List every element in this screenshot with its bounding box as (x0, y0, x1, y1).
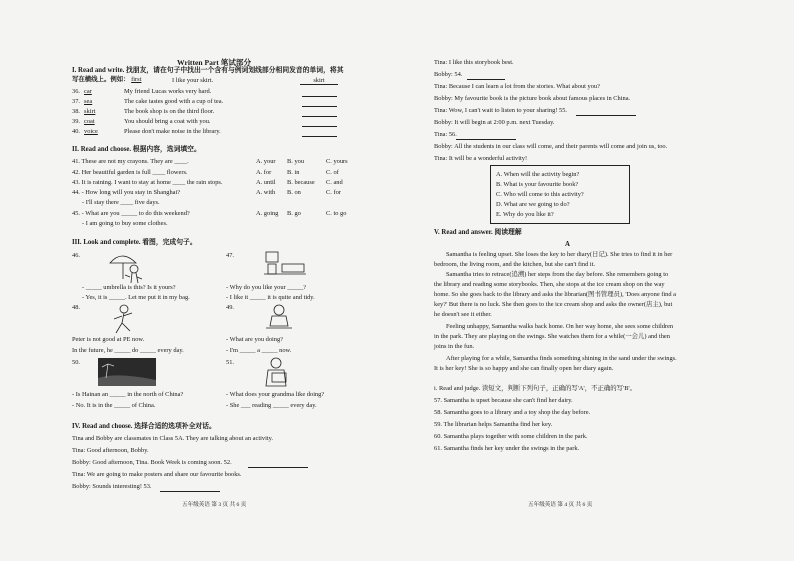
example-answer: skirt (300, 78, 338, 85)
q51-line-b: - She ___ reading _____ every day. (226, 402, 317, 409)
options-box (490, 165, 630, 224)
q55-answer-blank[interactable] (576, 115, 636, 116)
q43-option-a[interactable]: A. until (256, 179, 276, 186)
q47-line-b: - I like it _____ it is quite and tidy. (226, 294, 315, 301)
q38-word: skirt (84, 108, 96, 115)
q51-number: 51. (226, 359, 234, 366)
q49-number: 49. (226, 304, 234, 311)
option-e[interactable]: E. Why do you like it? (496, 211, 554, 218)
q50-number: 50. (72, 359, 80, 366)
q37-sentence: The cake tastes good with a cup of tea. (124, 98, 224, 105)
q53-answer-blank[interactable] (160, 491, 220, 492)
q40-sentence: Please don't make noise in the library. (124, 128, 221, 135)
passage-line: Samantha is feeling upset. She loses the key to her diary(日记). She tries to find it in her (446, 251, 673, 258)
option-d[interactable]: D. What are we going to do? (496, 201, 570, 208)
q38-answer-blank[interactable] (302, 116, 337, 117)
q45-option-b[interactable]: B. go (287, 210, 301, 217)
beach-night-picture (98, 358, 156, 386)
dialogue-intro: Tina and Bobby are classmates in Class 5A. They are talking about an activity. (72, 435, 274, 442)
example-label: 写在横线上。例如： (72, 76, 130, 83)
section-2-heading: II. Read and choose. 根据内容，选词填空。 (72, 146, 201, 153)
example-sentence: I like your skirt. (172, 77, 214, 84)
option-b[interactable]: B. What is your favourite book? (496, 181, 579, 188)
judge-item: 60. Samantha plays together with some children in the park. (434, 433, 588, 440)
q42-option-c[interactable]: C. of (326, 169, 339, 176)
q48-line-a: Peter is not good at PE now. (72, 336, 145, 343)
page-title: Written Part 笔试部分 (177, 58, 252, 67)
judge-item: 61. Samantha finds her key under the swings in the park. (434, 445, 580, 452)
bedroom-picture (262, 248, 308, 280)
section-5-heading: V. Read and answer. 阅读理解 (434, 229, 522, 236)
passage-label: A (565, 241, 570, 248)
example-word: first (131, 76, 142, 83)
q49-line-a: - What are you doing? (226, 336, 284, 343)
q46-line-b: - Yes, it is _____. Let me put it in my bag. (82, 294, 190, 301)
dialogue-line: Bobby: 54. (434, 71, 463, 78)
q45-text: 45. - What are you _____ to do this weekend? (72, 210, 190, 217)
passage-line: key?' But there is no luck. She then goes to the ice cream shop and asks the owner(店主), but (434, 301, 673, 308)
judge-item: 58. Samantha goes to a library and a toy shop the day before. (434, 409, 591, 416)
q39-number: 39. (72, 118, 80, 125)
q43-text: 43. It is raining. I want to stay at home ____ the rain stops. (72, 179, 223, 186)
option-a[interactable]: A. When will the activity begin? (496, 171, 580, 178)
q45-option-c[interactable]: C. to go (326, 210, 347, 217)
q48-line-b: In the future, he _____ do _____ every day. (72, 347, 184, 354)
dialogue-line: Bobby: Sounds interesting! 53. (72, 483, 152, 490)
judge-item: 57. Samantha is upset because she can't find her dairy. (434, 397, 573, 404)
option-c[interactable]: C. Who will come to this activity? (496, 191, 584, 198)
q46-number: 46. (72, 252, 80, 259)
q42-option-b[interactable]: B. in (287, 169, 300, 176)
q40-answer-blank[interactable] (302, 136, 337, 137)
umbrella-picture (104, 249, 150, 287)
dialogue-line: Tina: Because I can learn a lot from the stories. What about you? (434, 83, 600, 90)
q43-option-b[interactable]: B. because (287, 179, 315, 186)
q54-answer-blank[interactable] (467, 79, 505, 80)
q48-number: 48. (72, 304, 80, 311)
dialogue-line: Bobby: It will begin at 2:00 p.m. next Tuesday. (434, 119, 555, 126)
q39-sentence: You should bring a coat with you. (124, 118, 211, 125)
q44-option-a[interactable]: A. with (256, 189, 276, 196)
q43-option-c[interactable]: C. and (326, 179, 343, 186)
section-3-heading: III. Look and complete. 看图，完成句子。 (72, 239, 197, 246)
dialogue-line: Tina: Wow, I can't wait to listen to your sharing! 55. (434, 107, 567, 114)
section-1-heading-cont (72, 77, 141, 83)
dialogue-line: Tina: It will be a wonderful activity! (434, 155, 528, 162)
page-footer: 五年级英语 第 4 页 共 6 页 (528, 502, 593, 508)
passage-line: Samantha tries to retrace(追溯) her steps from the day before. She remembers going to (446, 271, 669, 278)
q36-number: 36. (72, 88, 80, 95)
passage-line: home. So she goes back to the library and asks the librarian(图书管理员), 'Does anyone find a (434, 291, 676, 298)
dialogue-line: Tina: 56. (434, 131, 457, 138)
q41-option-a[interactable]: A. your (256, 158, 276, 165)
passage-line: After playing for a while, Samantha finds something shining in the sand under the swings. (446, 355, 677, 362)
passage-line: bedroom, the living room, and the kitchen, but she can't find it. (434, 261, 596, 268)
q40-word: voice (84, 128, 98, 135)
page-footer: 五年级英语 第 3 页 共 6 页 (182, 502, 247, 508)
q50-line-b: - No. It is in the _____ of China. (72, 402, 156, 409)
dialogue-line: Tina: Good afternoon, Bobby. (72, 447, 149, 454)
dialogue-line: Tina: I like this storybook best. (434, 59, 514, 66)
q39-answer-blank[interactable] (302, 126, 337, 127)
q45-text-cont: - I am going to buy some clothes. (82, 220, 168, 227)
q38-sentence: The book shop is on the third floor. (124, 108, 215, 115)
q42-option-a[interactable]: A. for (256, 169, 272, 176)
passage-line: joins in the fun. (434, 343, 475, 350)
judge-item: 59. The librarian helps Samantha find her key. (434, 421, 553, 428)
q45-option-a[interactable]: A. going (256, 210, 279, 217)
dialogue-line: Bobby: My favourite book is the picture book about famous places in China. (434, 95, 631, 102)
section-4-heading: IV. Read and choose. 选择合适的选项补全对话。 (72, 423, 216, 430)
q42-text: 42. Her beautiful garden is full ____ flowers. (72, 169, 188, 176)
q36-sentence: My friend Lucas works very hard. (124, 88, 212, 95)
q37-number: 37. (72, 98, 80, 105)
q44-text: 44. - How long will you stay in Shanghai? (72, 189, 181, 196)
dialogue-line: Tina: We are going to make posters and share our favourite books. (72, 471, 242, 478)
dialogue-line: Bobby: All the students in our class will come, and their parents will come and join us, too. (434, 143, 668, 150)
section-1-heading: I. Read and write. 找朋友，请在句子中找出一个含有与例词划线部分相同发音的单词，将其 (72, 67, 344, 74)
q41-text: 41. These are not my crayons. They are ____. (72, 158, 189, 165)
q49-line-b: - I'm _____ a _____ now. (226, 347, 292, 354)
q46-line-a: - _____ umbrella is this? Is it yours? (82, 284, 176, 291)
passage-line: in the park. They are playing on the swings. She watches them for a while(一会儿) and then (434, 333, 670, 340)
q41-option-c[interactable]: C. yours (326, 158, 348, 165)
passage-line: Feeling unhappy, Samantha walks back home. On her way home, she sees some children (446, 323, 674, 330)
judge-heading: i. Read and judge. 读短文，判断下列句子，正确的写'A'，不正确的写'B'。 (434, 385, 636, 392)
q36-word: car (84, 88, 92, 95)
q50-line-a: - Is Hainan an _____ in the north of China? (72, 391, 184, 398)
q47-line-a: - Why do you like your _____? (226, 284, 307, 291)
running-boy-picture (108, 303, 140, 337)
dialogue-line: Bobby: Good afternoon, Tina. Book Week is coming soon. 52. (72, 459, 232, 466)
q51-line-a: - What does your grandma like doing? (226, 391, 325, 398)
q52-answer-blank[interactable] (248, 467, 308, 468)
passage-line: the library and reading some storybooks. Then, she stops at the ice cream shop on the way (434, 281, 665, 288)
passage-line: he doesn't see it either. (434, 311, 492, 318)
q37-word: sea (84, 98, 93, 105)
q40-number: 40. (72, 128, 80, 135)
q41-option-b[interactable]: B. you (287, 158, 305, 165)
q44-option-c[interactable]: C. for (326, 189, 341, 196)
q38-number: 38. (72, 108, 80, 115)
passage-line: It is her key! She is so happy and she can finally open her diary again. (434, 365, 614, 372)
q44-text-cont: - I'll stay there ____ five days. (82, 199, 160, 206)
q36-answer-blank[interactable] (302, 96, 337, 97)
writing-girl-picture (262, 302, 296, 334)
q47-number: 47. (226, 252, 234, 259)
grandma-reading-picture (260, 356, 296, 390)
q39-word: coat (84, 118, 95, 125)
q37-answer-blank[interactable] (302, 106, 337, 107)
q44-option-b[interactable]: B. on (287, 189, 301, 196)
q56-answer-blank[interactable] (456, 139, 516, 140)
